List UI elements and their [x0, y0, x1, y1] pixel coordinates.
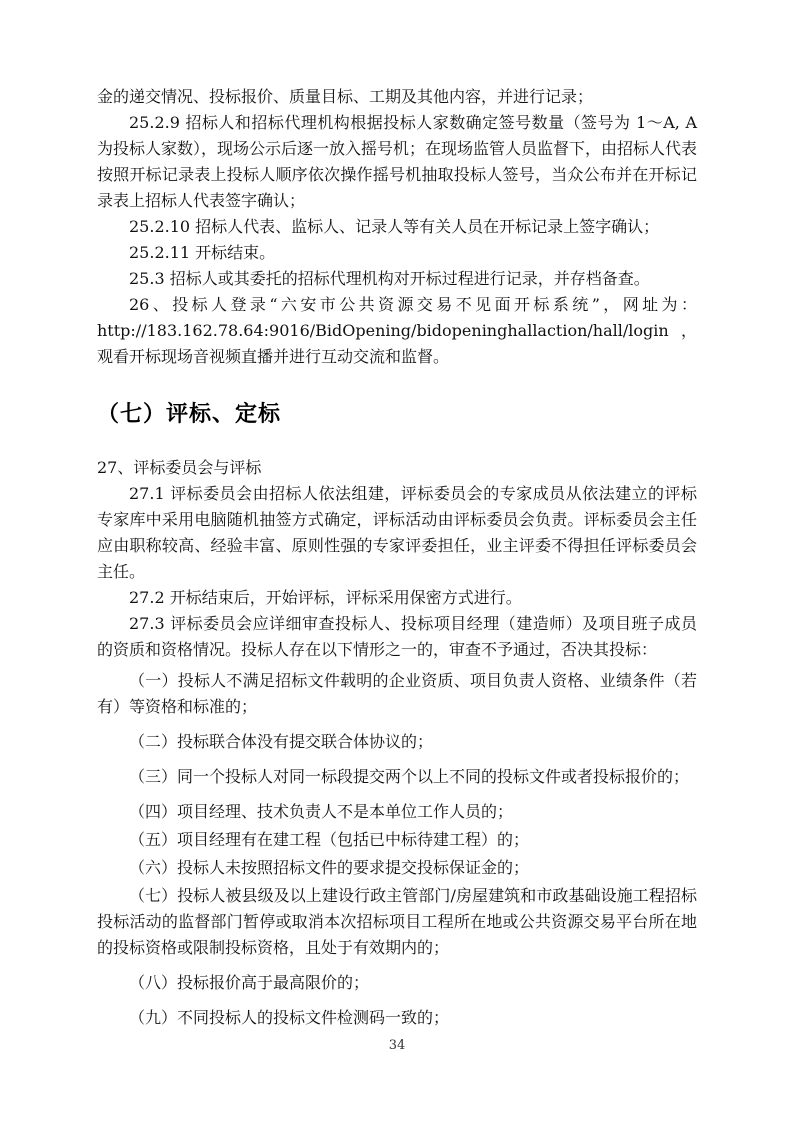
- list-item-9: （九）不同投标人的投标文件检测码一致的；: [129, 1008, 450, 1027]
- page-content: [97, 84, 697, 1031]
- clause-26-with-url: 26、投标人登录“六安市公共资源交易不见面开标系统”，网址为：http://183.162.78.64:9016/BidOpening/bidopeninghallaction/hall/login，观看开标现场音视频直播并进行互动交流和监督。: [97, 295, 697, 366]
- clause-25-3: 25.3 招标人或其委托的招标代理机构对开标过程进行记录，并存档备查。: [129, 269, 650, 288]
- list-item-3: （三）同一个投标人对同一标段提交两个以上不同的投标文件或者投标报价的；: [129, 767, 690, 786]
- clause-27-title: 27、评标委员会与评标: [97, 458, 262, 477]
- list-item-7: （七）投标人被县级及以上建设行政主管部门/房屋建筑和市政基础设施工程招标投标活动的监督部门暂停或取消本次招标项目工程所在地或公共资源交易平台所在地的投标资格或限制投标资格，且处于有效期内的；: [97, 886, 697, 957]
- list-item-5: （五）项目经理有在建工程（包括已中标待建工程）的；: [129, 830, 530, 849]
- paragraph-continuation: 金的递交情况、投标报价、质量目标、工期及其他内容，并进行记录；: [97, 87, 594, 106]
- list-item-2: （二）投标联合体没有提交联合体协议的；: [129, 732, 434, 751]
- section-heading: （七）评标、定标: [97, 402, 282, 427]
- list-item-6: （六）投标人未按照招标文件的要求提交投标保证金的；: [129, 858, 530, 877]
- list-item-8: （八）投标报价高于最高限价的；: [129, 973, 370, 992]
- page-number: 34: [388, 1038, 406, 1053]
- clause-25-2-11: 25.2.11 开标结束。: [129, 243, 276, 262]
- list-item-4: （四）项目经理、技术负责人不是本单位工作人员的；: [129, 802, 514, 821]
- list-item-1: （一）投标人不满足招标文件载明的企业资质、项目负责人资格、业绩条件（若有）等资格和标准的；: [97, 671, 697, 716]
- clause-25-2-9: 25.2.9 招标人和招标代理机构根据投标人家数确定签号数量（签号为 1～A, A为投标人家数），现场公示后逐一放入摇号机；在现场监管人员监督下，由招标人代表按照开标记录表上投标人顺序依次操作摇号机抽取投标人签号，当众公布并在开标记录表上招标人代表签字确认；: [97, 113, 698, 210]
- clause-27-3: 27.3 评标委员会应详细审查投标人、投标项目经理（建造师）及项目班子成员的资质和资格情况。投标人存在以下情形之一的，审查不予通过，否决其投标：: [97, 614, 697, 659]
- clause-25-2-10: 25.2.10 招标人代表、监标人、记录人等有关人员在开标记录上签字确认；: [129, 217, 660, 236]
- clause-27-2: 27.2 开标结束后，开始评标，评标采用保密方式进行。: [129, 588, 522, 607]
- clause-27-1: 27.1 评标委员会由招标人依法组建，评标委员会的专家成员从依法建立的评标专家库中采用电脑随机抽签方式确定，评标活动由评标委员会负责。评标委员会主任应由职称较高、经验丰富、原则性强的专家评委担任，业主评委不得担任评标委员会主任。: [97, 484, 697, 581]
